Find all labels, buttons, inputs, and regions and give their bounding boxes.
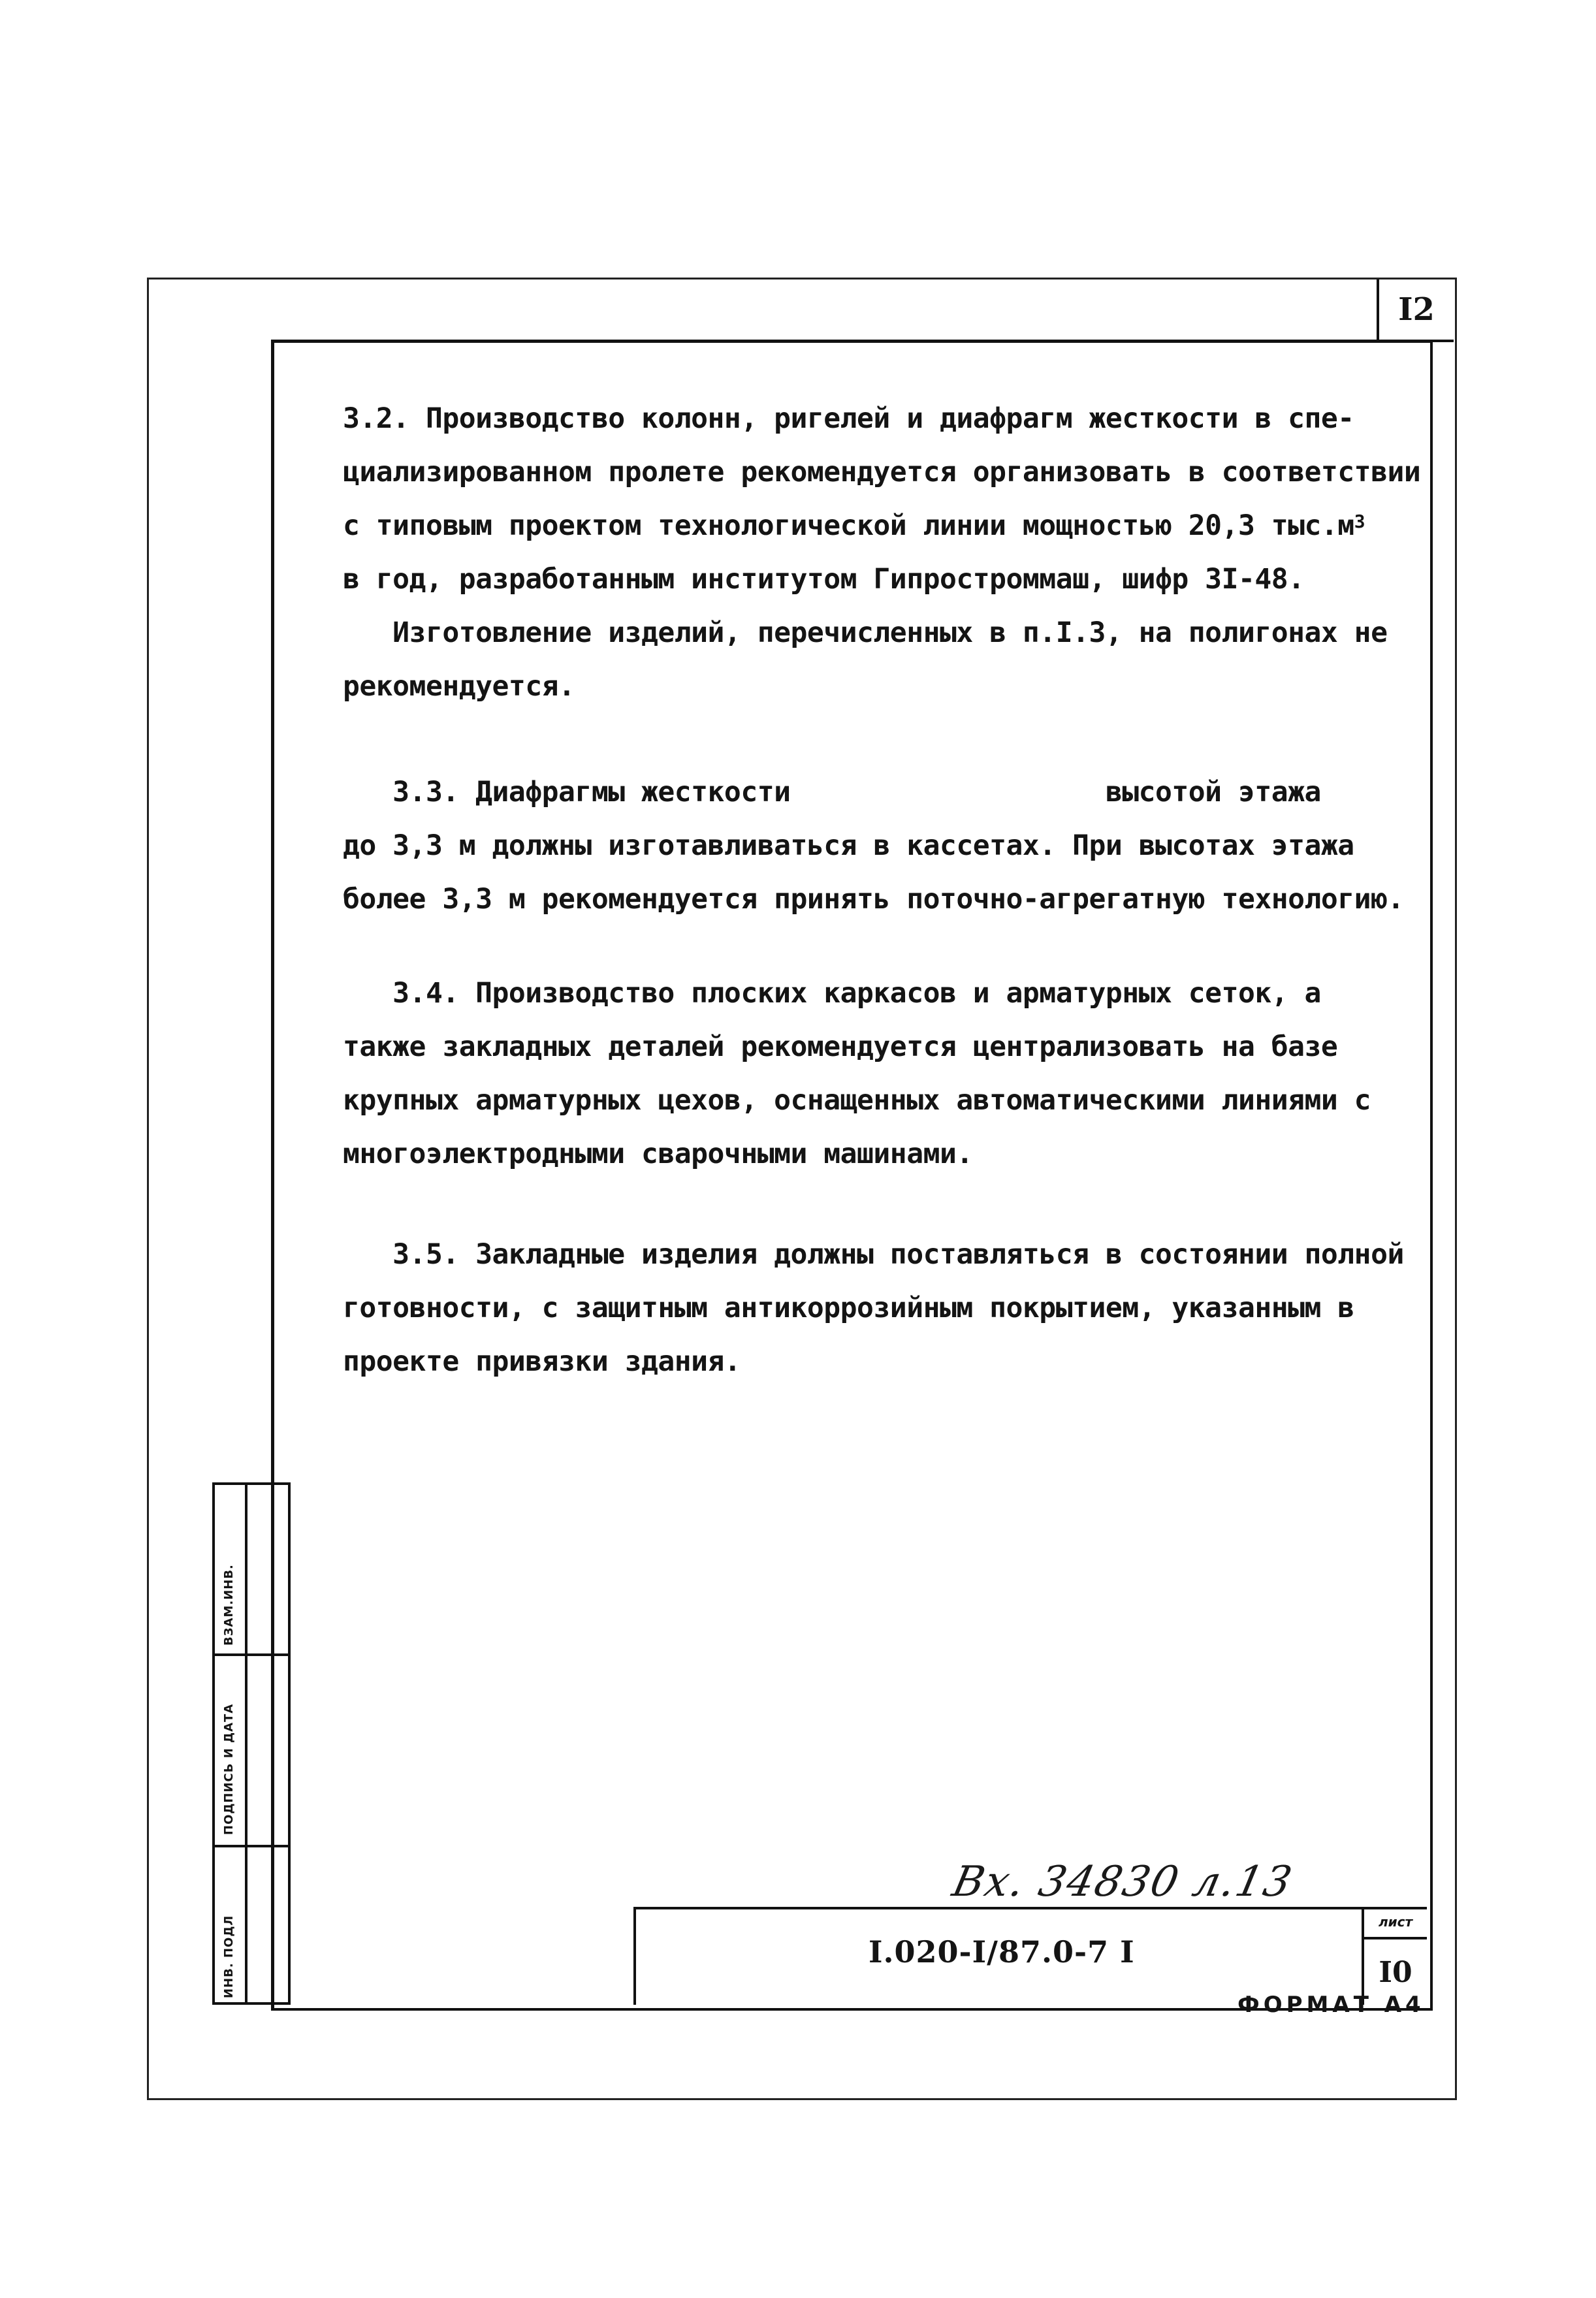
text-line: циализированном пролете рекомендуется организовать в соответствии	[343, 456, 1421, 488]
text-line: 3.3. Диафрагмы жесткости высотой этажа	[343, 776, 1321, 808]
text-line: крупных арматурных цехов, оснащенных автоматическими линиями с	[343, 1084, 1371, 1117]
text-line: 3.2. Производство колонн, ригелей и диафрагм жесткости в спе-	[343, 402, 1354, 435]
replaced-inventory-label: ВЗАМ.ИНВ.	[222, 1564, 236, 1646]
sheet-number: I0	[1379, 1955, 1412, 1989]
format-label: ФОРМАТ А4	[1237, 1992, 1425, 2018]
text-line: до 3,3 м должны изготавливаться в кассетах. При высотах этажа	[343, 829, 1354, 862]
paragraph-3-4	[343, 966, 1388, 1181]
paragraph-3-3	[343, 765, 1404, 926]
page-number: I2	[1398, 291, 1435, 328]
text-line: также закладных деталей рекомендуется централизовать на базе	[343, 1030, 1338, 1063]
text-line: 3.4. Производство плоских каркасов и арматурных сеток, а	[343, 977, 1321, 1010]
text-line: многоэлектродными сварочными машинами.	[343, 1138, 973, 1170]
signature-date-label: ПОДПИСЬ И ДАТА	[222, 1703, 236, 1835]
side-stamp-divider	[212, 1653, 291, 1656]
text-line: 3.5. Закладные изделия должны поставляться в состоянии полной	[343, 1238, 1404, 1271]
sheet-label-cell	[1362, 1907, 1427, 1939]
text-line: проекте привязки здания.	[343, 1345, 741, 1378]
side-stamp-divider	[245, 1482, 247, 2005]
text-line-content: с типовым проектом технологической линии мощностью 20,3 тыс.м	[343, 509, 1354, 542]
text-line: Изготовление изделий, перечисленных в п.I.3, на полигонах не	[343, 616, 1388, 649]
inventory-number-label: ИНВ. ПОДЛ	[222, 1915, 236, 1998]
paragraph-3-2	[343, 392, 1421, 713]
text-line: в год, разработанным институтом Гипростроммаш, шифр 3I-48.	[343, 563, 1305, 596]
text-line: более 3,3 м рекомендуется принять поточно-агрегатную технологию.	[343, 883, 1404, 916]
superscript: 3	[1354, 511, 1365, 532]
side-stamp-divider	[212, 1845, 291, 1847]
text-line	[343, 499, 1388, 552]
handwritten-note: Вх. 34830 л.13	[948, 1858, 1298, 1906]
document-code: I.020-I/87.0-7 I	[869, 1934, 1135, 1970]
paragraph-3-5	[343, 1228, 1404, 1388]
page-number-box	[1377, 279, 1454, 342]
text-line: готовности, с защитным антикоррозийным покрытием, указанным в	[343, 1292, 1354, 1324]
sheet-label: лист	[1378, 1914, 1413, 1930]
text-line: рекомендуется.	[343, 670, 575, 703]
